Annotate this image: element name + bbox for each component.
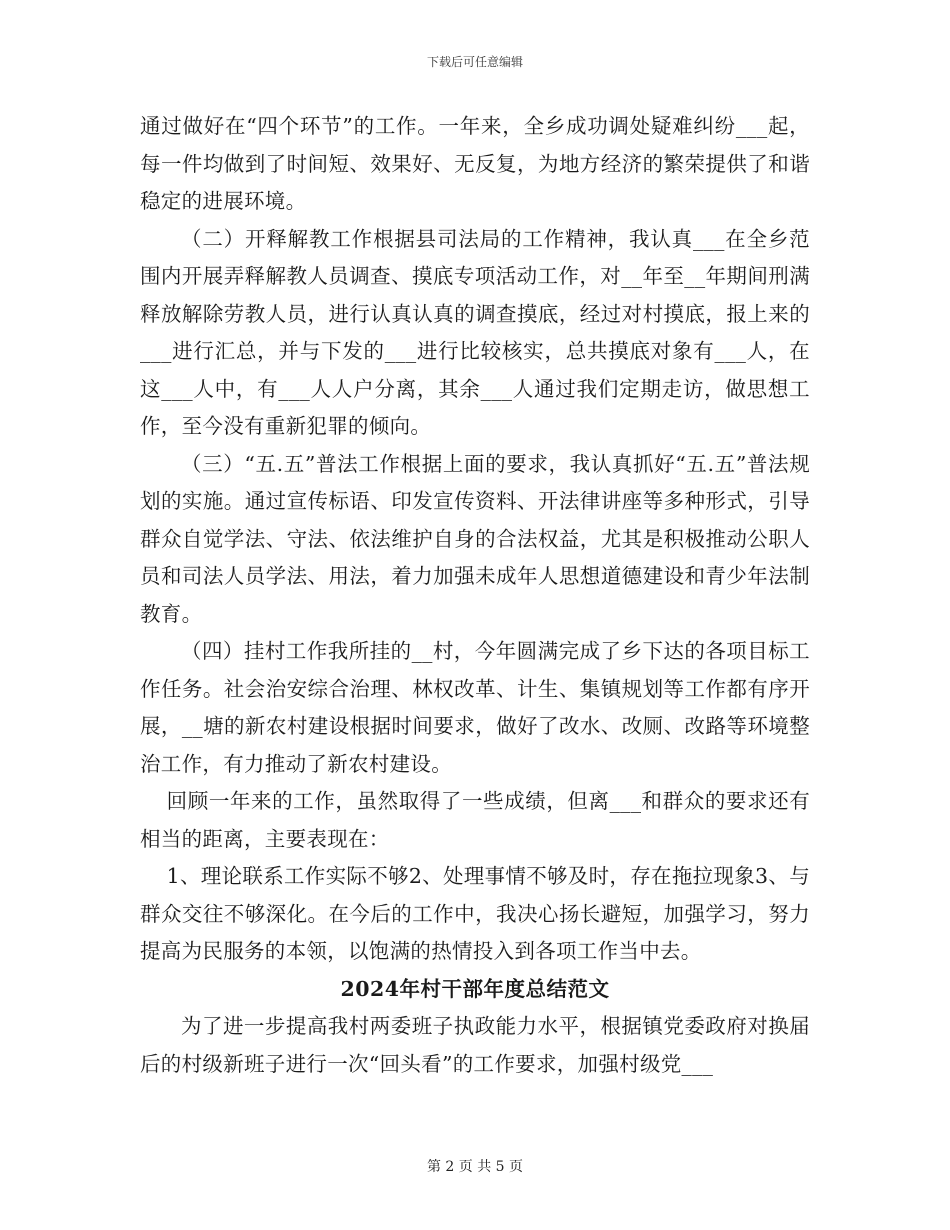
page-header: 下载后可任意编辑 <box>426 55 523 69</box>
paragraph-review: 回顾一年来的工作，虽然取得了一些成绩，但离___和群众的要求还有相当的距离，主要表现在： <box>140 789 810 851</box>
page-footer: 第 2 页 共 5 页 <box>426 1159 524 1175</box>
section-title: 2024年村干部年度总结范文 <box>340 976 610 1001</box>
paragraph-section-intro: 为了进一步提高我村两委班子执政能力水平，根据镇党委政府对换届后的村级新班子进行一次“回头看”的工作要求，加强村级党___ <box>140 1014 810 1076</box>
document-body <box>140 108 810 1083</box>
paragraph-shortcomings: 1、理论联系工作实际不够2、处理事情不够及时，存在拖拉现象3、与群众交往不够深化。在今后的工作中，我决心扬长避短，加强学习，努力提高为民服务的本领，以饱满的热情投入到各项工作当中去。 <box>140 864 810 963</box>
paragraph-legal-education: （三）“五.五”普法工作根据上面的要求，我认真抓好“五.五”普法规划的实施。通过宣传标语、印发宣传资料、开法律讲座等多种形式，引导群众自觉学法、守法、依法维护自身的合法权益，尤其是积极推动公职人员和司法人员学法、用法，着力加强未成年人思想道德建设和青少年法制教育。 <box>140 451 810 626</box>
paragraph-continuation: 通过做好在“四个环节”的工作。一年来，全乡成功调处疑难纠纷___起，每一件均做到了时间短、效果好、无反复，为地方经济的繁荣提供了和谐稳定的进展环境。 <box>140 114 810 213</box>
paragraph-village-work: （四）挂村工作我所挂的__村，今年圆满完成了乡下达的各项目标工作任务。社会治安综合治理、林权改革、计生、集镇规划等工作都有序开展，__塘的新农村建设根据时间要求，做好了改水、改厕、改路等环境整治工作，有力推动了新农村建设。 <box>140 639 810 776</box>
paragraph-release-education: （二）开释解教工作根据县司法局的工作精神，我认真___在全乡范围内开展弄释解教人员调查、摸底专项活动工作，对__年至__年期间刑满释放解除劳教人员，进行认真认真的调查摸底，经过对村摸底，报上来的___进行汇总，并与下发的___进行比较核实，总共摸底对象有___人，在这___人中，有___人人户分离，其余___人通过我们定期走访，做思想工作，至今没有重新犯罪的倾向。 <box>140 226 810 438</box>
